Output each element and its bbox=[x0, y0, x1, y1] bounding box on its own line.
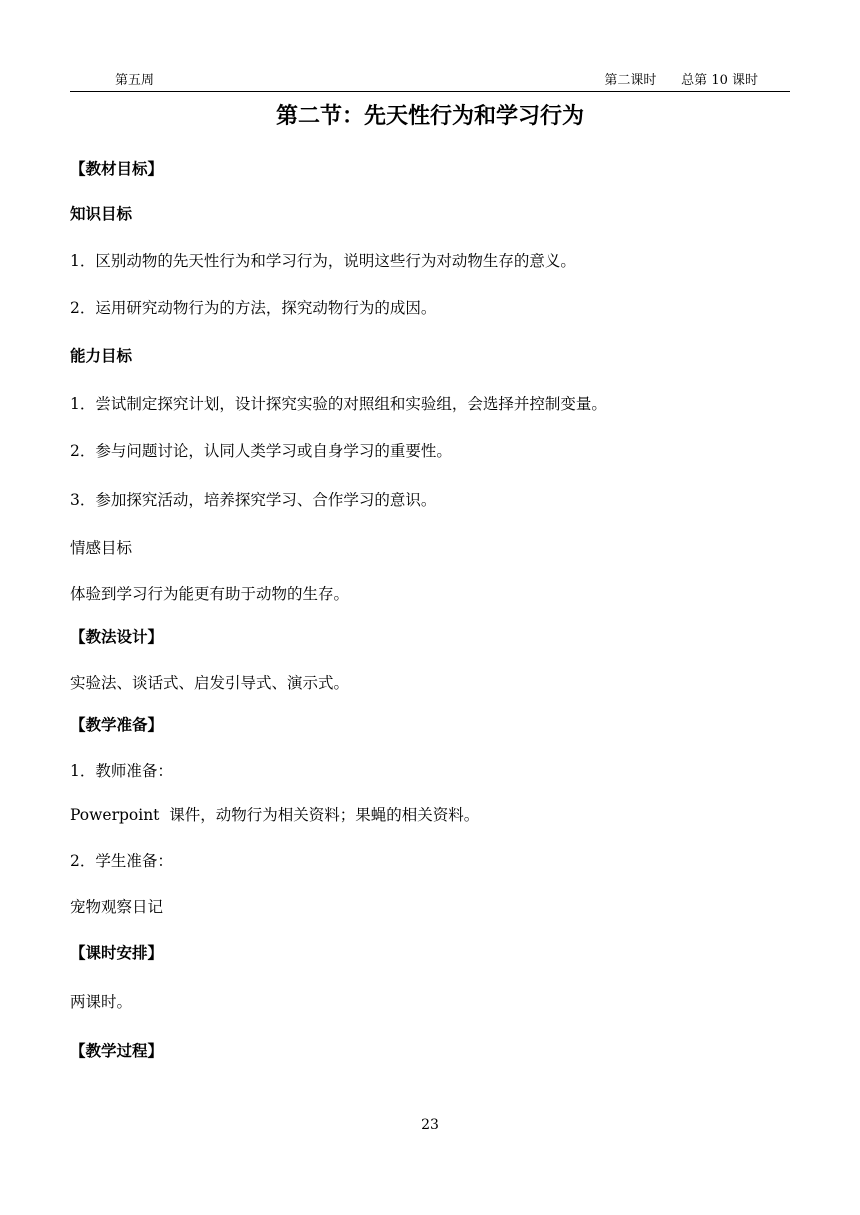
ability-goal-1: 1．尝试制定探究计划，设计探究实验的对照组和实验组，会选择并控制变量。 bbox=[70, 395, 607, 413]
section-heading-teaching-method: 【教法设计】 bbox=[70, 628, 164, 646]
page-number: 23 bbox=[421, 1117, 439, 1133]
section-heading-teaching-prep: 【教学准备】 bbox=[70, 716, 164, 734]
section-heading-material-goals: 【教材目标】 bbox=[70, 160, 164, 178]
knowledge-goal-1: 1．区别动物的先天性行为和学习行为，说明这些行为对动物生存的意义。 bbox=[70, 252, 576, 270]
subheading-emotion-goals: 情感目标 bbox=[70, 539, 133, 557]
section-heading-teaching-process: 【教学过程】 bbox=[70, 1042, 164, 1060]
prep-student-label: 2．学生准备： bbox=[70, 852, 173, 870]
subheading-knowledge-goals: 知识目标 bbox=[70, 205, 133, 223]
schedule-text: 两课时。 bbox=[70, 993, 133, 1011]
knowledge-goal-2: 2．运用研究动物行为的方法，探究动物行为的成因。 bbox=[70, 299, 437, 317]
page-header bbox=[70, 72, 790, 90]
emotion-goal-1: 体验到学习行为能更有助于动物的生存。 bbox=[70, 585, 350, 603]
prep-student-text: 宠物观察日记 bbox=[70, 898, 164, 916]
ability-goal-3: 3．参加探究活动，培养探究学习、合作学习的意识。 bbox=[70, 491, 437, 509]
header-lesson-info: 第二课时 总第 10 课时 bbox=[604, 73, 758, 88]
section-heading-schedule: 【课时安排】 bbox=[70, 944, 164, 962]
teaching-method-text: 实验法、谈话式、启发引导式、演示式。 bbox=[70, 674, 350, 692]
subheading-ability-goals: 能力目标 bbox=[70, 347, 133, 365]
prep-teacher-label: 1．教师准备： bbox=[70, 762, 173, 780]
header-week: 第五周 bbox=[115, 73, 155, 88]
prep-teacher-text: Powerpoint 课件，动物行为相关资料；果蝇的相关资料。 bbox=[70, 806, 480, 824]
header-divider bbox=[70, 91, 790, 92]
page-title: 第二节：先天性行为和学习行为 bbox=[275, 104, 584, 129]
ability-goal-2: 2．参与问题讨论，认同人类学习或自身学习的重要性。 bbox=[70, 442, 452, 460]
